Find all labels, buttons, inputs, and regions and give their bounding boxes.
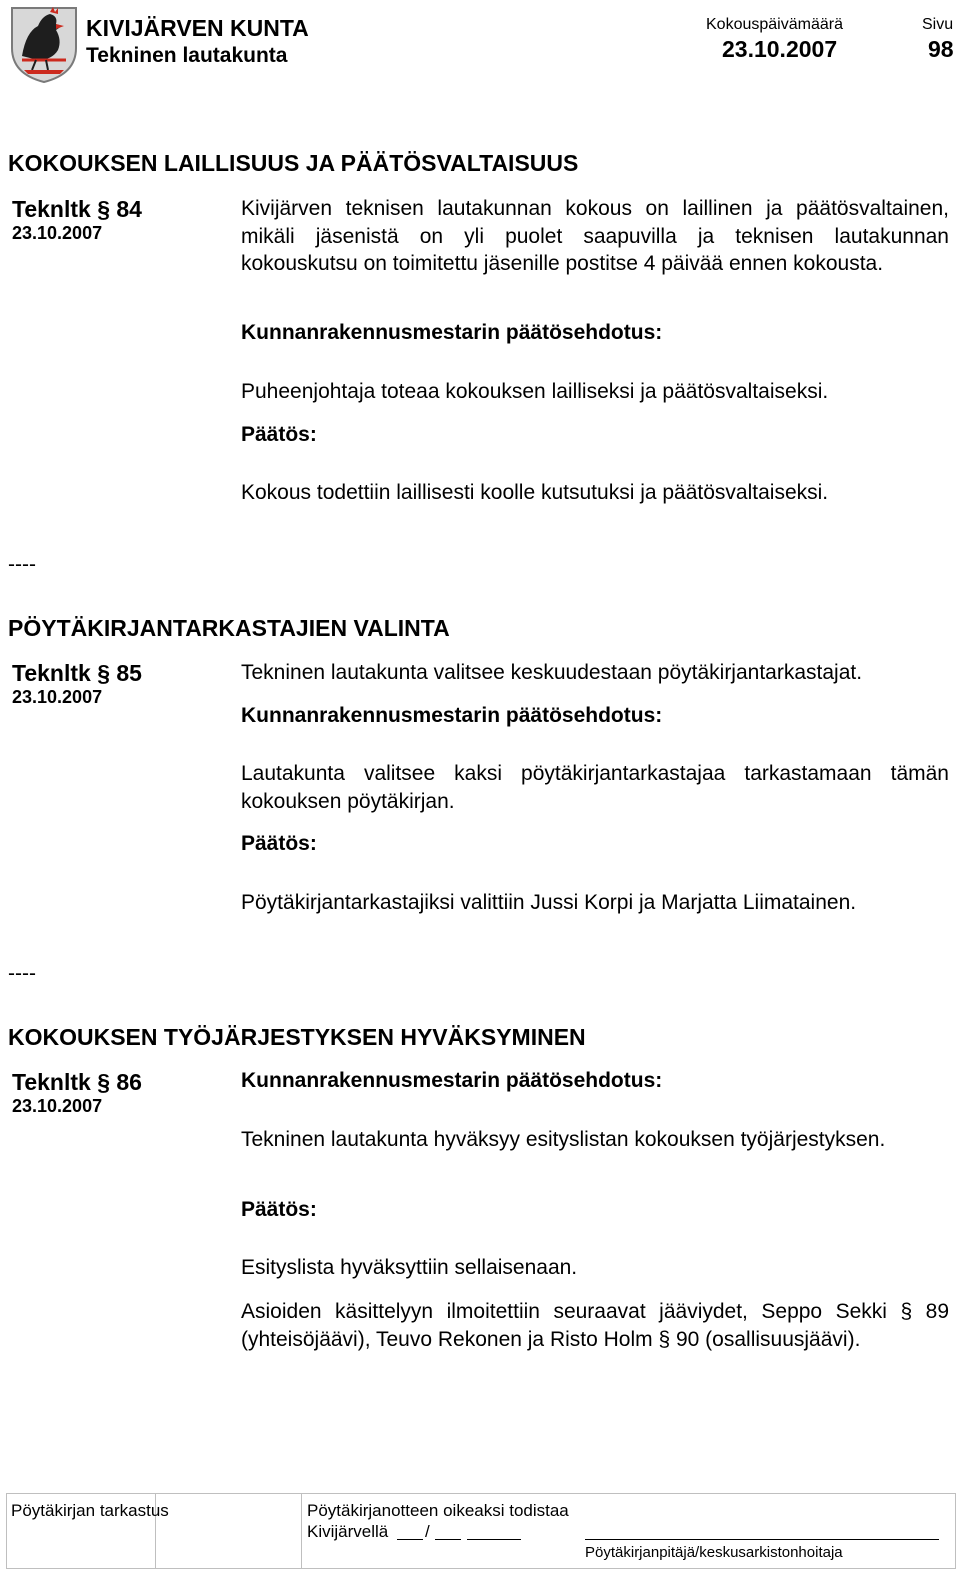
section-title: PÖYTÄKIRJANTARKASTAJIEN VALINTA: [8, 615, 450, 641]
place-label: Kivijärvellä: [307, 1522, 389, 1541]
section-intro: Kivijärven teknisen lautakunnan kokous on laillinen ja päätösvaltainen, mikäli jäsenistä on yli puolet saapuvilla ja teknisen lautakunnan kokouskutsu on toimitettu jäsenille postitse 4 päivää ennen kokousta.: [241, 197, 949, 275]
footer-certify-cell: [301, 1494, 954, 1568]
year-line: [467, 1539, 521, 1540]
review-label: Pöytäkirjan tarkastus: [11, 1501, 169, 1520]
section-title: KOKOUKSEN TYÖJÄRJESTYKSEN HYVÄKSYMINEN: [8, 1024, 586, 1050]
section-title: KOKOUKSEN LAILLISUUS JA PÄÄTÖSVALTAISUUS: [8, 150, 579, 176]
page-number: 98: [928, 36, 954, 62]
board-name: Tekninen lautakunta: [86, 44, 288, 67]
section-note: Asioiden käsittelyyn ilmoitettiin seuraavat jääviydet, Seppo Sekki § 89 (yhteisöjäävi), Teuvo Rekonen ja Risto Holm § 90 (osallisuusjäävi).: [241, 1300, 949, 1351]
decision-label: Päätös:: [241, 423, 317, 446]
certify-label: Pöytäkirjanotteen oikeaksi todistaa: [307, 1501, 569, 1520]
proposal-text: Lautakunta valitsee kaksi pöytäkirjantarkastajaa tarkastamaan tämän kokouksen pöytäkirjan.: [241, 762, 949, 813]
section-date: 23.10.2007: [12, 687, 103, 707]
date-slash: /: [425, 1522, 430, 1541]
section-separator: ----: [8, 962, 36, 985]
section-intro: Tekninen lautakunta valitsee keskuudestaan pöytäkirjantarkastajat.: [241, 661, 863, 684]
proposal-label: Kunnanrakennusmestarin päätösehdotus:: [241, 321, 663, 344]
proposal-text: Tekninen lautakunta hyväksyy esityslistan kokouksen työjärjestyksen.: [241, 1128, 886, 1151]
meeting-date: 23.10.2007: [722, 36, 838, 62]
section-ref: Teknltk § 85: [12, 660, 142, 686]
section-separator: ----: [8, 553, 36, 576]
decision-label: Päätös:: [241, 832, 317, 855]
footer-review-sign-cell: [155, 1494, 302, 1568]
organization-name: KIVIJÄRVEN KUNTA: [86, 15, 309, 41]
footer-signature-box: [6, 1493, 956, 1569]
decision-text: Esityslista hyväksyttiin sellaisenaan.: [241, 1256, 578, 1279]
meeting-date-label: Kokouspäivämäärä: [706, 16, 843, 33]
proposal-label: Kunnanrakennusmestarin päätösehdotus:: [241, 704, 663, 727]
coat-of-arms-icon: [8, 4, 80, 84]
section-ref: Teknltk § 84: [12, 196, 142, 222]
month-line: [435, 1539, 461, 1540]
decision-text: Pöytäkirjantarkastajiksi valittiin Jussi Korpi ja Marjatta Liimatainen.: [241, 891, 857, 914]
page-label: Sivu: [922, 16, 954, 33]
section-date: 23.10.2007: [12, 223, 103, 243]
signature-line: [585, 1539, 939, 1540]
signer-title: Pöytäkirjanpitäjä/keskusarkistonhoitaja: [585, 1544, 843, 1561]
section-date: 23.10.2007: [12, 1096, 103, 1116]
proposal-label: Kunnanrakennusmestarin päätösehdotus:: [241, 1069, 663, 1092]
proposal-text: Puheenjohtaja toteaa kokouksen lailliseksi ja päätösvaltaiseksi.: [241, 380, 829, 403]
day-line: [397, 1539, 423, 1540]
decision-label: Päätös:: [241, 1198, 317, 1221]
footer-review-cell: [7, 1494, 169, 1568]
section-ref: Teknltk § 86: [12, 1069, 142, 1095]
decision-text: Kokous todettiin laillisesti koolle kutsutuksi ja päätösvaltaiseksi.: [241, 481, 829, 504]
